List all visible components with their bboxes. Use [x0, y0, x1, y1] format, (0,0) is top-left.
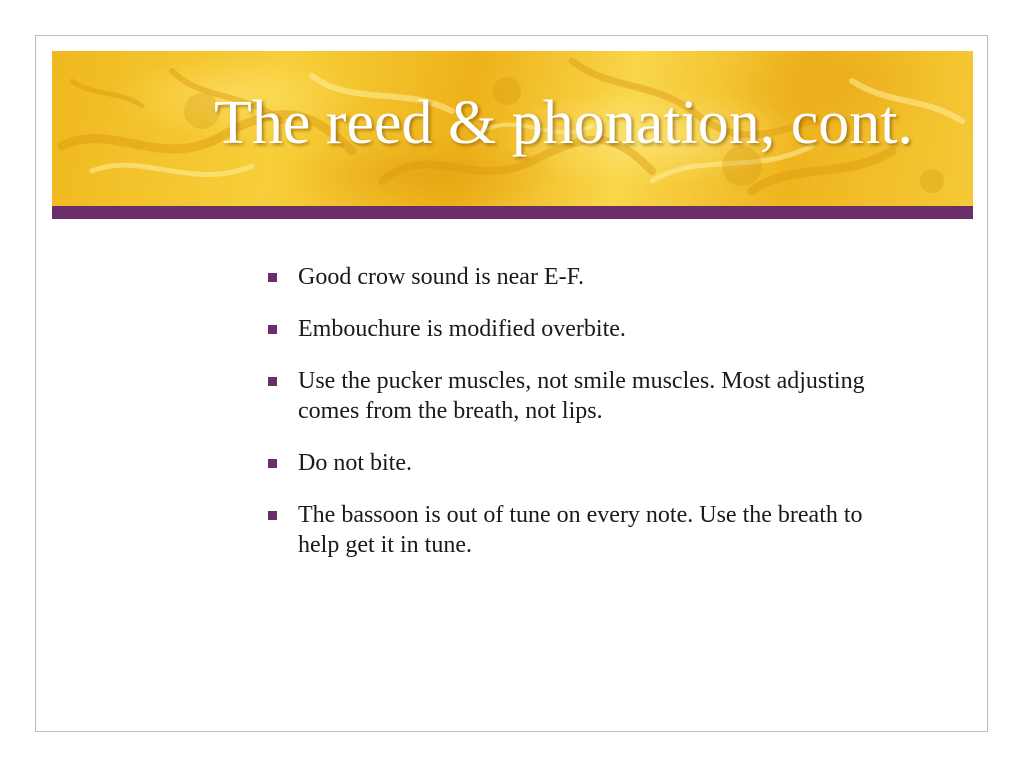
- bullet-item: [268, 500, 908, 560]
- bullet-text: Do not bite.: [298, 450, 412, 476]
- slide-title: The reed & phonation, cont.: [213, 89, 913, 157]
- square-bullet-icon: [268, 377, 277, 386]
- square-bullet-icon: [268, 325, 277, 334]
- bullet-text: Good crow sound is near E-F.: [298, 264, 585, 290]
- bullet-item: [268, 448, 908, 478]
- bullet-text: Embouchure is modified overbite.: [298, 316, 626, 342]
- bullet-text: Use the pucker muscles, not smile muscles. Most adjusting comes from the breath, not lips.: [298, 368, 865, 424]
- bullet-item: [268, 314, 908, 344]
- title-accent-bar: [52, 206, 973, 219]
- square-bullet-icon: [268, 273, 277, 282]
- bullet-item: [268, 366, 908, 426]
- bullet-text: The bassoon is out of tune on every note. Use the breath to help get it in tune.: [298, 502, 863, 558]
- square-bullet-icon: [268, 511, 277, 520]
- bullet-list: [268, 262, 908, 582]
- square-bullet-icon: [268, 459, 277, 468]
- title-banner-image: [52, 51, 973, 206]
- bullet-item: [268, 262, 908, 292]
